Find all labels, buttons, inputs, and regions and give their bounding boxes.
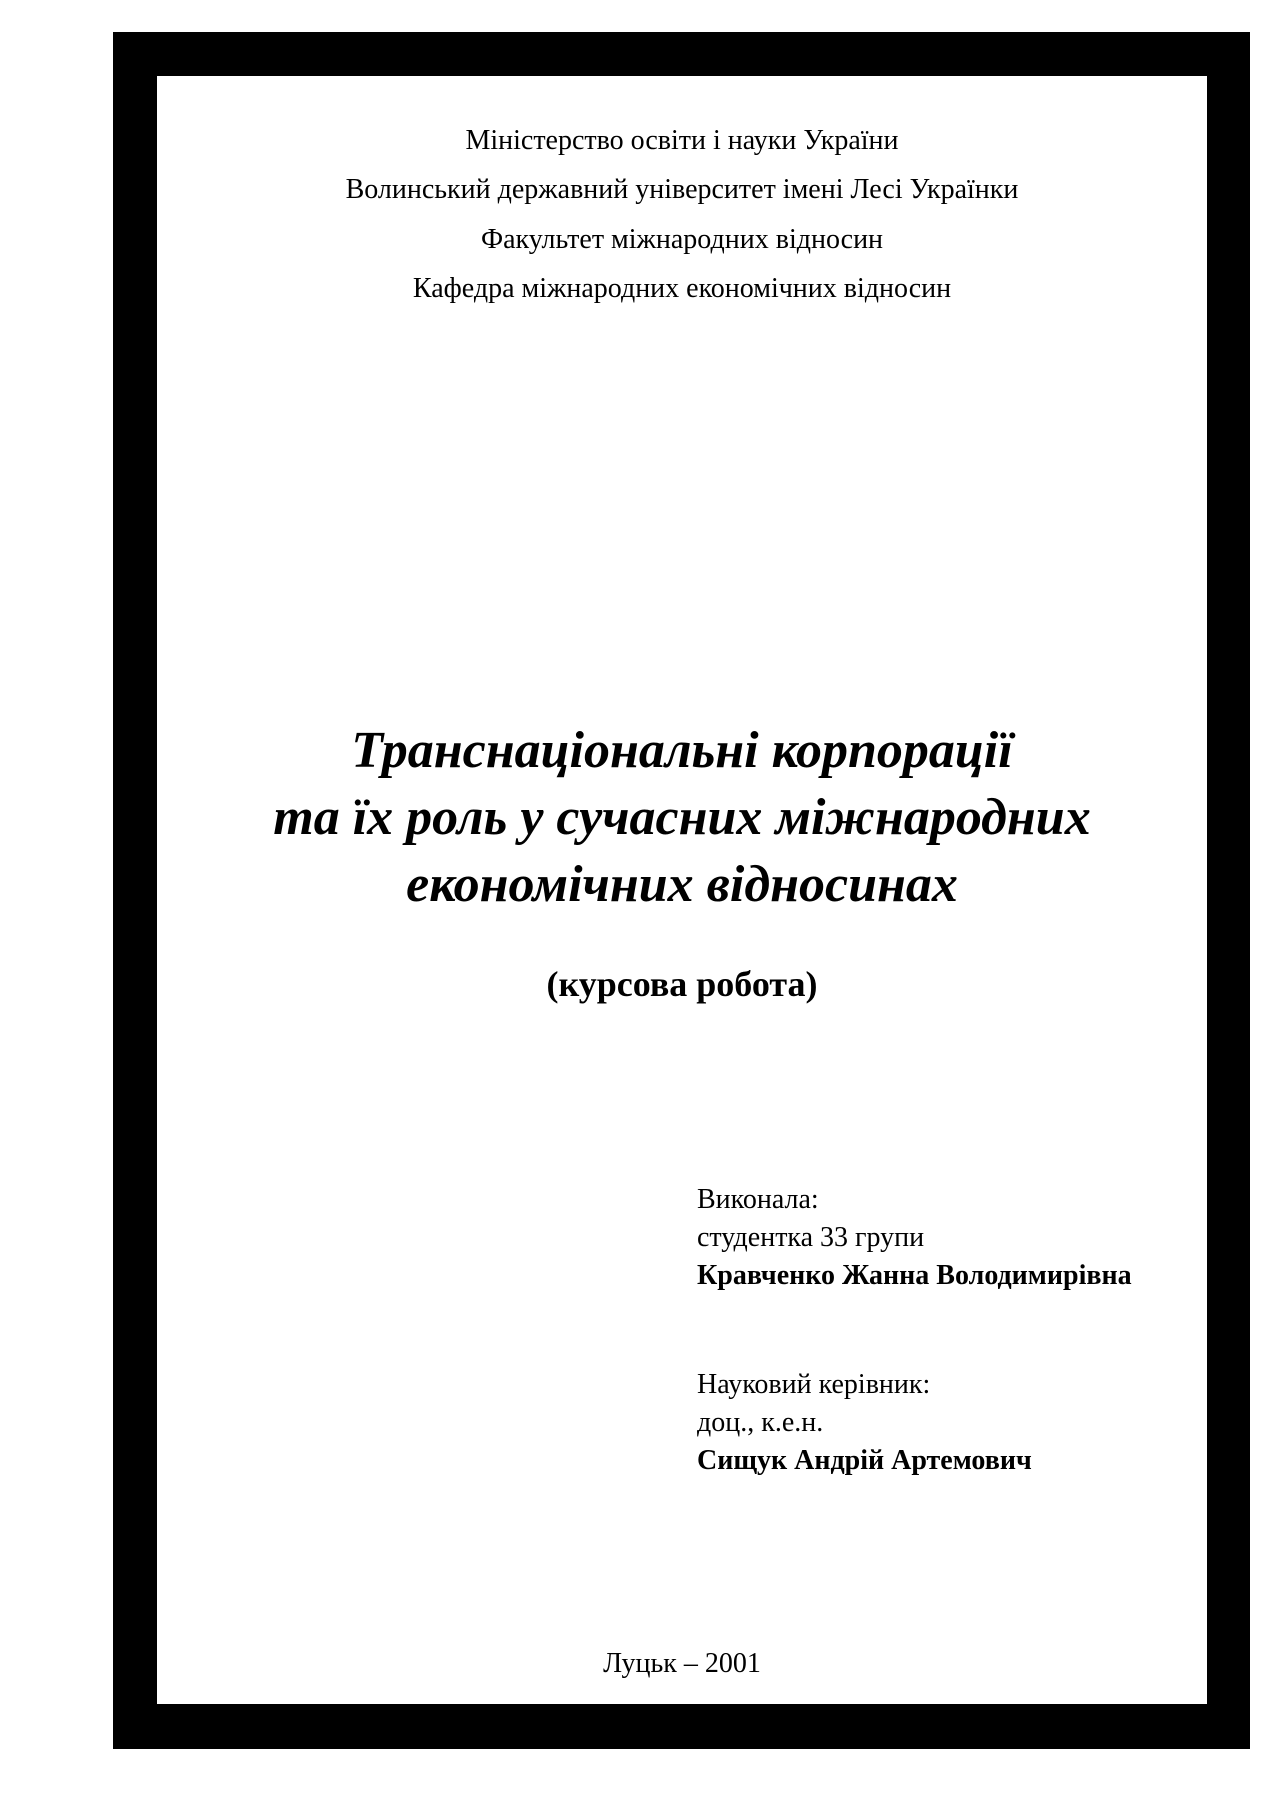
work-type-subtitle: (курсова робота) <box>546 964 818 1004</box>
title-line-1: Транснаціональні корпорації <box>351 722 1013 779</box>
ministry-line: Міністерство освіти і науки України <box>465 125 899 156</box>
university-line: Волинський державний університет імені Лесі Українки <box>345 174 1019 205</box>
faculty-line: Факультет міжнародних відносин <box>480 224 884 255</box>
author-label: Виконала: <box>697 1184 819 1215</box>
title-line-2: та їх роль у сучасних міжнародних <box>273 789 1091 846</box>
title-line-3: економічних відносинах <box>406 856 958 913</box>
city-year-footer: Луцьк – 2001 <box>603 1648 761 1679</box>
title-page <box>157 76 1207 1704</box>
author-role: студентка 33 групи <box>697 1222 925 1253</box>
supervisor-label: Науковий керівник: <box>697 1369 931 1400</box>
supervisor-name: Сищук Андрій Артемович <box>697 1445 1032 1476</box>
department-line: Кафедра міжнародних економічних відносин <box>412 273 952 304</box>
supervisor-degree: доц., к.е.н. <box>697 1407 824 1438</box>
author-name: Кравченко Жанна Володимирівна <box>697 1260 1132 1291</box>
